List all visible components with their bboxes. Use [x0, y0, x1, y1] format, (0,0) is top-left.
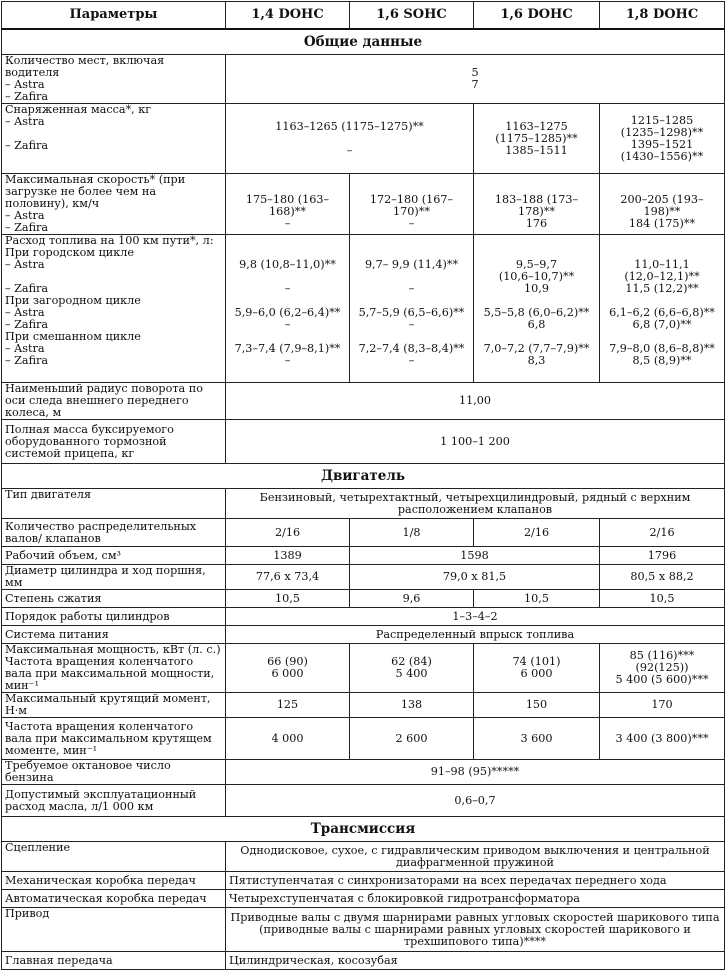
row-mass	[2, 104, 725, 174]
value-mass-3: 1163–1275 (1175–1285)** 1385–1511	[474, 104, 600, 174]
value-manual: Пятиступенчатая с синхронизаторами на всех передачах переднего хода	[226, 872, 725, 890]
label-displacement: Рабочий объем, см³	[2, 547, 226, 565]
value-fuel-3: 9,5–9,7 (10,6–10,7)** 10,9 5,5–5,8 (6,0–6,2)** 6,8 7,0–7,2 (7,7–7,9)** 8,3	[474, 235, 600, 383]
header-row	[2, 2, 725, 30]
value-torque-2: 138	[350, 693, 474, 718]
row-bore	[2, 565, 725, 590]
label-mass: Снаряженная масса*, кг – Astra – Zafira	[2, 104, 226, 174]
section-general	[2, 29, 725, 55]
label-bore: Диаметр цилиндра и ход поршня, мм	[2, 565, 226, 590]
header-engine-3: 1,6 DOHC	[474, 2, 600, 30]
section-title-transmission: Трансмиссия	[2, 817, 725, 842]
row-drive	[2, 908, 725, 952]
value-seats: 5 7	[226, 55, 725, 104]
label-fuel: Расход топлива на 100 км пути*, л: При городском цикле – Astra – Zafira При загородном цикле – Astra – Zafira При смешанном цикле – Astra – Zafira	[2, 235, 226, 383]
value-speed-3: 183–188 (173–178)** 176	[474, 174, 600, 235]
label-torque-rpm: Частота вращения коленчатого вала при максимальном крутящем моменте, мин⁻¹	[2, 718, 226, 760]
value-radius: 11,00	[226, 383, 725, 420]
row-power	[2, 644, 725, 693]
value-displacement-1: 1389	[226, 547, 350, 565]
row-speed	[2, 174, 725, 235]
value-torque-rpm-1: 4 000	[226, 718, 350, 760]
label-auto: Автоматическая коробка передач	[2, 890, 226, 908]
row-oil	[2, 785, 725, 817]
value-fuel-1: 9,8 (10,8–11,0)** – 5,9–6,0 (6,2–6,4)** – 7,3–7,4 (7,9–8,1)** –	[226, 235, 350, 383]
header-engine-2: 1,6 SOHC	[350, 2, 474, 30]
value-order: 1–3–4–2	[226, 608, 725, 626]
value-clutch: Однодисковое, сухое, с гидравлическим приводом выключения и центральной диафрагменной пружиной	[226, 842, 725, 872]
value-auto: Четырехступенчатая с блокировкой гидротрансформатора	[226, 890, 725, 908]
value-fuel-4: 11,0–11,1 (12,0–12,1)** 11,5 (12,2)** 6,1–6,2 (6,6–6,8)** 6,8 (7,0)** 7,9–8,0 (8,6–8,8)** 8,5 (8,9)**	[600, 235, 725, 383]
value-speed-2: 172–180 (167–170)** –	[350, 174, 474, 235]
value-mass-4: 1215–1285 (1235–1298)** 1395–1521 (1430–1556)**	[600, 104, 725, 174]
value-speed-4: 200–205 (193–198)** 184 (175)**	[600, 174, 725, 235]
value-torque-rpm-2: 2 600	[350, 718, 474, 760]
header-engine-4: 1,8 DOHC	[600, 2, 725, 30]
row-clutch	[2, 842, 725, 872]
value-octane: 91–98 (95)*****	[226, 760, 725, 785]
row-valves	[2, 519, 725, 547]
label-drive: Привод	[2, 908, 226, 952]
section-title-general: Общие данные	[2, 29, 725, 55]
label-clutch: Сцепление	[2, 842, 226, 872]
label-torque: Максимальный крутящий момент, Н·м	[2, 693, 226, 718]
value-valves-2: 1/8	[350, 519, 474, 547]
label-compression: Степень сжатия	[2, 590, 226, 608]
value-compression-3: 10,5	[474, 590, 600, 608]
label-valves: Количество распределительных валов/ клапанов	[2, 519, 226, 547]
section-transmission	[2, 817, 725, 842]
row-final	[2, 952, 725, 970]
value-fuelsys: Распределенный впрыск топлива	[226, 626, 725, 644]
value-power-1: 66 (90) 6 000	[226, 644, 350, 693]
row-trailer	[2, 420, 725, 464]
value-torque-1: 125	[226, 693, 350, 718]
value-fuel-2: 9,7– 9,9 (11,4)** – 5,7–5,9 (6,5–6,6)** – 7,2–7,4 (8,3–8,4)** –	[350, 235, 474, 383]
row-manual	[2, 872, 725, 890]
value-torque-rpm-4: 3 400 (3 800)***	[600, 718, 725, 760]
value-drive: Приводные валы с двумя шарнирами равных угловых скоростей шарикового типа (приводные валы с шарнирами равных угловых скоростей шарикового и трехшипового типа)****	[226, 908, 725, 952]
value-compression-2: 9,6	[350, 590, 474, 608]
row-seats	[2, 55, 725, 104]
value-torque-4: 170	[600, 693, 725, 718]
value-bore-1: 77,6 x 73,4	[226, 565, 350, 590]
section-engine	[2, 464, 725, 489]
value-power-4: 85 (116)*** (92(125)) 5 400 (5 600)***	[600, 644, 725, 693]
row-fuel	[2, 235, 725, 383]
value-power-2: 62 (84) 5 400	[350, 644, 474, 693]
label-seats: Количество мест, включая водителя – Astra – Zafira	[2, 55, 226, 104]
row-compression	[2, 590, 725, 608]
label-manual: Механическая коробка передач	[2, 872, 226, 890]
row-order	[2, 608, 725, 626]
value-trailer: 1 100–1 200	[226, 420, 725, 464]
specs-table	[1, 1, 725, 970]
value-torque-rpm-3: 3 600	[474, 718, 600, 760]
label-speed: Максимальная скорость* (при загрузке не более чем на половину), км/ч – Astra – Zafira	[2, 174, 226, 235]
value-torque-3: 150	[474, 693, 600, 718]
value-mass-12: 1163–1265 (1175–1275)** –	[226, 104, 474, 174]
label-oil: Допустимый эксплуатационный расход масла, л/1 000 км	[2, 785, 226, 817]
header-engine-1: 1,4 DOHC	[226, 2, 350, 30]
label-power: Максимальная мощность, кВт (л. с.) Частота вращения коленчатого вала при максимальной мощности, мин⁻¹	[2, 644, 226, 693]
label-fuelsys: Система питания	[2, 626, 226, 644]
value-bore-4: 80,5 x 88,2	[600, 565, 725, 590]
row-octane	[2, 760, 725, 785]
section-title-engine: Двигатель	[2, 464, 725, 489]
value-bore-23: 79,0 x 81,5	[350, 565, 600, 590]
value-compression-1: 10,5	[226, 590, 350, 608]
value-speed-1: 175–180 (163–168)** –	[226, 174, 350, 235]
label-trailer: Полная масса буксируемого оборудованного тормозной системой прицепа, кг	[2, 420, 226, 464]
label-final: Главная передача	[2, 952, 226, 970]
row-torque-rpm	[2, 718, 725, 760]
label-order: Порядок работы цилиндров	[2, 608, 226, 626]
label-engine-type: Тип двигателя	[2, 489, 226, 519]
value-compression-4: 10,5	[600, 590, 725, 608]
label-octane: Требуемое октановое число бензина	[2, 760, 226, 785]
value-valves-4: 2/16	[600, 519, 725, 547]
label-radius: Наименьший радиус поворота по оси следа внешнего переднего колеса, м	[2, 383, 226, 420]
value-displacement-23: 1598	[350, 547, 600, 565]
value-valves-1: 2/16	[226, 519, 350, 547]
value-oil: 0,6–0,7	[226, 785, 725, 817]
value-power-3: 74 (101) 6 000	[474, 644, 600, 693]
header-params: Параметры	[2, 2, 226, 30]
value-valves-3: 2/16	[474, 519, 600, 547]
row-fuelsys	[2, 626, 725, 644]
row-displacement	[2, 547, 725, 565]
row-radius	[2, 383, 725, 420]
row-auto	[2, 890, 725, 908]
row-engine-type	[2, 489, 725, 519]
value-final: Цилиндрическая, косозубая	[226, 952, 725, 970]
value-engine-type: Бензиновый, четырехтактный, четырехцилиндровый, рядный с верхним расположением клапанов	[226, 489, 725, 519]
value-displacement-4: 1796	[600, 547, 725, 565]
row-torque	[2, 693, 725, 718]
